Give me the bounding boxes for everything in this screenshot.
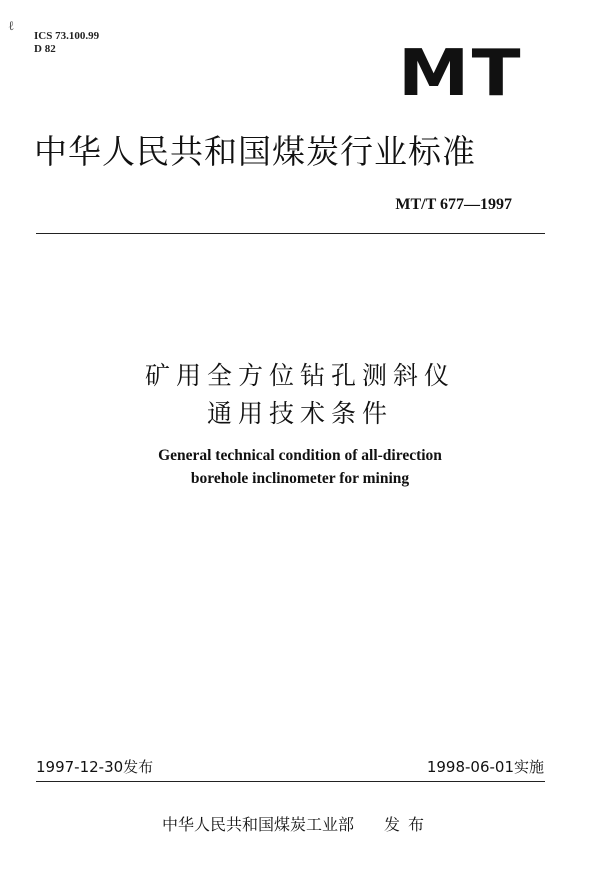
title-cn-line1: 矿用全方位钻孔测斜仪: [144, 361, 455, 390]
org-title: 中华人民共和国煤炭行业标准: [34, 132, 476, 171]
issue-date: 1997-12-30发布: [36, 758, 154, 776]
corner-mark: ℓ: [8, 19, 15, 34]
mt-logo: MT: [398, 37, 523, 111]
ccs-code: D 82: [34, 43, 56, 55]
implementation-date: 1998-06-01实施: [426, 758, 544, 776]
standard-number: MT/T 677—1997: [395, 196, 512, 213]
top-divider: [36, 233, 545, 234]
title-en-line2: borehole inclinometer for mining: [190, 470, 410, 487]
title-cn-line2: 通用技术条件: [206, 399, 393, 428]
publisher-name: 中华人民共和国煤炭工业部: [162, 815, 355, 834]
publish-action: 发布: [384, 815, 433, 834]
classification-codes: [34, 30, 99, 56]
bottom-divider: [36, 781, 545, 782]
title-en-line1: General technical condition of all-direction: [158, 447, 442, 464]
ics-code: ICS 73.100.99: [34, 30, 100, 42]
